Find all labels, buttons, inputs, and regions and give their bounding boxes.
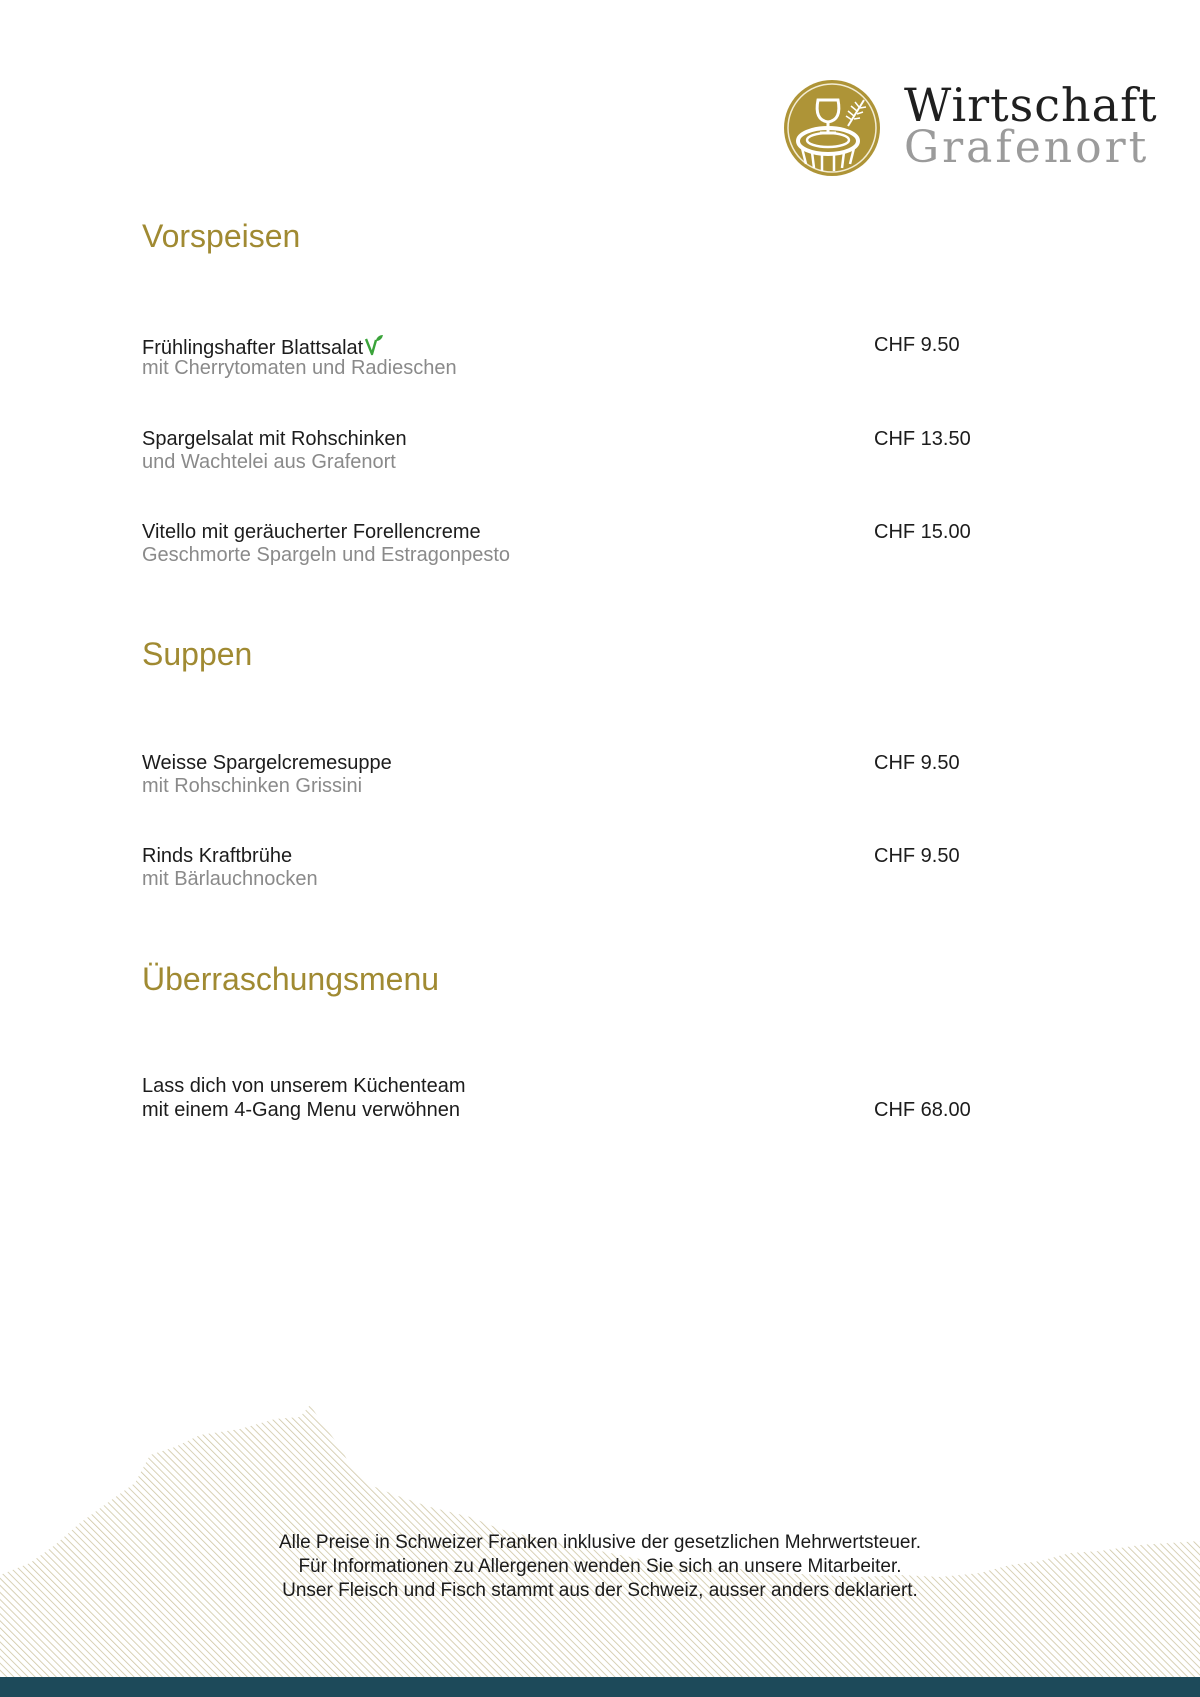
menu-item-description: mit Cherrytomaten und Radieschen (142, 357, 457, 379)
bottom-bar (0, 1677, 1200, 1697)
menu-item-description: und Wachtelei aus Grafenort (142, 451, 396, 473)
brand-logo (782, 78, 1158, 180)
menu-item-name: Rinds Kraftbrühe (142, 845, 293, 867)
vegetarian-leaf-icon (364, 334, 384, 356)
menu-item-price: CHF 9.50 (874, 845, 960, 867)
wine-glass-plate-logo-icon (782, 78, 882, 178)
footer-notes (0, 1531, 1200, 1603)
menu-item-description: mit Bärlauchnocken (142, 868, 318, 890)
menu-item-price: CHF 68.00 (874, 1099, 971, 1121)
footer-line: Alle Preise in Schweizer Franken inklusive der gesetzlichen Mehrwertsteuer. (278, 1532, 922, 1553)
brand-name-line2: Grafenort (904, 122, 1150, 173)
menu-item-description: Geschmorte Spargeln und Estragonpesto (142, 544, 510, 566)
menu-item-name: Spargelsalat mit Rohschinken (142, 428, 407, 450)
section-title-vorspeisen: Vorspeisen (142, 218, 301, 254)
menu-item-price: CHF 15.00 (874, 521, 971, 543)
footer-line: Unser Fleisch und Fisch stammt aus der Schweiz, ausser anders deklariert. (282, 1580, 918, 1601)
menu-item-price: CHF 13.50 (874, 428, 971, 450)
section-title-ueberraschungsmenu: Überraschungsmenu (142, 961, 440, 997)
menu-item-price: CHF 9.50 (874, 334, 960, 356)
menu-item-description: mit einem 4-Gang Menu verwöhnen (142, 1099, 460, 1121)
menu-item-name: Weisse Spargelcremesuppe (142, 752, 392, 774)
section-title-suppen: Suppen (142, 636, 253, 672)
menu-item-name: Vitello mit geräucherter Forellencreme (142, 521, 481, 543)
brand-name-line1: Wirtschaft (904, 78, 1158, 132)
menu-item-price: CHF 9.50 (874, 752, 960, 774)
menu-item-description: mit Rohschinken Grissini (142, 775, 363, 797)
menu-item-name: Frühlingshafter Blattsalat (142, 334, 384, 360)
menu-item-name: Lass dich von unserem Küchenteam (142, 1075, 466, 1097)
footer-line: Für Informationen zu Allergenen wenden Sie sich an unsere Mitarbeiter. (298, 1556, 902, 1577)
